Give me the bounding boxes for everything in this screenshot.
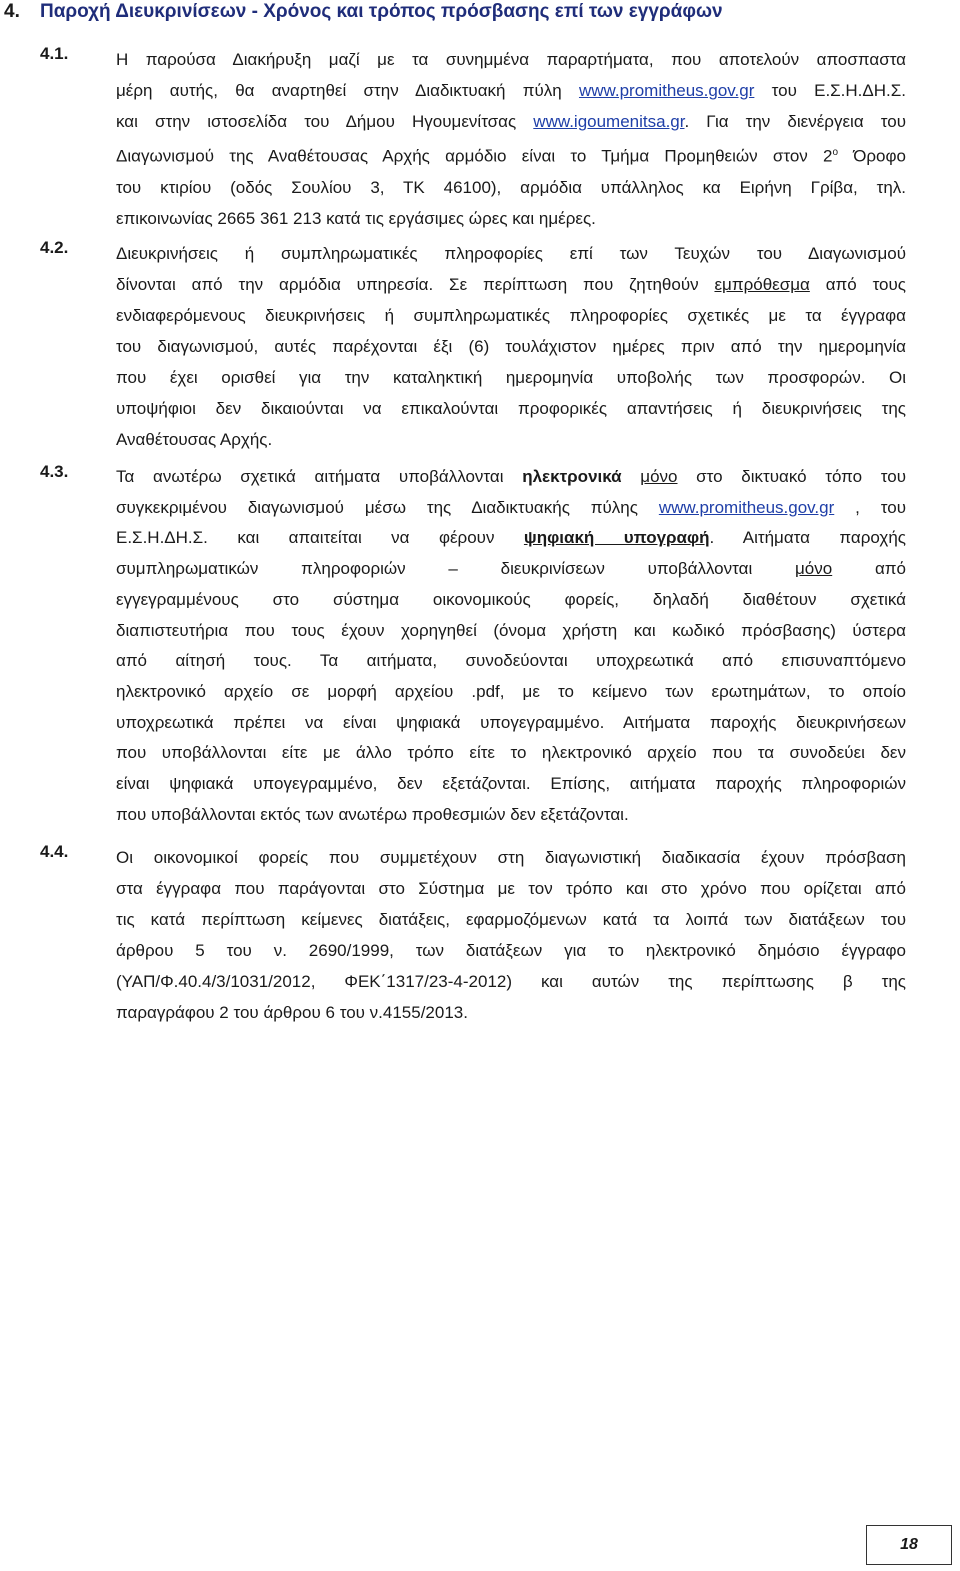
section-body bbox=[116, 238, 906, 455]
text-line: ενδιαφερόμενους διευκρινήσεις ή συμπληρωματικές πληροφορίες σχετικές με τα έγγραφα bbox=[116, 306, 906, 325]
heading-title: Παροχή Διευκρινίσεων - Χρόνος και τρόπος πρόσβασης επί των εγγράφων bbox=[40, 1, 723, 22]
text-line: δίνονται από την αρμόδια υπηρεσία. Σε περίπτωση που ζητηθούν εμπρόθεσμα από τους bbox=[116, 275, 906, 294]
igoumenitsa-link[interactable]: www.igoumenitsa.gr bbox=[533, 112, 685, 131]
text-line: υποχρεωτικά πρέπει να είναι ψηφιακά υπογεγραμμένο. Αιτήματα παροχής διευκρινήσεων bbox=[116, 712, 906, 732]
text-line: που υποβάλλονται εκτός των ανωτέρω προθεσμιών δεν εξετάζονται. bbox=[116, 804, 629, 824]
text-line: του κτιρίου (οδός Σουλίου 3, ΤΚ 46100), αρμόδια υπάλληλος κα Ειρήνη Γρίβα, τηλ. bbox=[116, 177, 906, 197]
section-body bbox=[116, 44, 906, 234]
text-line: και στην ιστοσελίδα του Δήμου Ηγουμενίτσας www.igoumenitsa.gr. Για την διενέργεια του bbox=[116, 112, 906, 131]
text-line: ηλεκτρονικό αρχείο σε μορφή αρχείου .pdf, με το κείμενο των ερωτημάτων, το οποίο bbox=[116, 681, 906, 701]
text-line: διαπιστευτήρια που τους έχουν χορηγηθεί (όνομα χρήστη και κωδικό πρόσβασης) ύστερα bbox=[116, 620, 906, 640]
text-line: είναι ψηφιακά υπογεγραμμένο, δεν εξετάζονται. Επίσης, αιτήματα παροχής πληροφοριών bbox=[116, 774, 906, 794]
text-line: Η παρούσα Διακήρυξη μαζί με τα συνημμένα παραρτήματα, που αποτελούν αποσπαστα bbox=[116, 50, 906, 69]
promitheus-link[interactable]: www.promitheus.gov.gr bbox=[658, 497, 835, 517]
page-number-box bbox=[866, 1525, 952, 1565]
text-line: (ΥΑΠ/Φ.40.4/3/1031/2012, ΦΕΚ΄1317/23-4-2012) και αυτών της περίπτωσης β της bbox=[116, 972, 906, 991]
text-line: υποψήφιοι δεν δικαιούνται να επικαλούνται προφορικές απαντήσεις ή διευκρινήσεις της bbox=[116, 399, 906, 418]
section-heading bbox=[4, 0, 944, 24]
text-line: μέρη αυτής, θα αναρτηθεί στην Διαδικτυακή πύλη www.promitheus.gov.gr του Ε.Σ.Η.ΔΗ.Σ. bbox=[116, 81, 906, 100]
text-line: Αναθέτουσας Αρχής. bbox=[116, 430, 273, 449]
text-line: συμπληρωματικών πληροφοριών – διευκρινίσεων υποβάλλονται μόνο από bbox=[116, 559, 906, 579]
section-number: 4.4. bbox=[40, 842, 69, 861]
text-line: από αίτησή τους. Τα αιτήματα, συνοδεύονται υποχρεωτικά από επισυναπτόμενο bbox=[116, 651, 906, 671]
text-line: άρθρου 5 του ν. 2690/1999, των διατάξεων για το ηλεκτρονικό δημόσιο έγγραφο bbox=[116, 941, 906, 960]
page-number: 18 bbox=[900, 1536, 918, 1553]
section-body bbox=[116, 842, 906, 1028]
text-line: Διευκρινήσεις ή συμπληρωματικές πληροφορίες επί των Τευχών του Διαγωνισμού bbox=[116, 244, 906, 263]
text-line: Τα ανωτέρω σχετικά αιτήματα υποβάλλονται ηλεκτρονικά μόνο στο δικτυακό τόπο του bbox=[116, 467, 906, 486]
text-line: Ε.Σ.Η.ΔΗ.Σ. και απαιτείται να φέρουν ψηφιακή υπογραφή. Αιτήματα παροχής bbox=[116, 528, 906, 548]
text-line: επικοινωνίας 2665 361 213 κατά τις εργάσιμες ώρες και ημέρες. bbox=[116, 208, 596, 228]
heading-number: 4. bbox=[4, 1, 20, 22]
text-line: Οι οικονομικοί φορείς που συμμετέχουν στη διαγωνιστική διαδικασία έχουν πρόσβαση bbox=[116, 848, 906, 867]
section-number: 4.1. bbox=[40, 44, 69, 63]
promitheus-link[interactable]: www.promitheus.gov.gr bbox=[578, 81, 755, 100]
text-line: παραγράφου 2 του άρθρου 6 του ν.4155/2013. bbox=[116, 1003, 468, 1022]
text-line: του διαγωνισμού, αυτές παρέχονται έξι (6) τουλάχιστον ημέρες πριν από την ημερομηνία bbox=[116, 337, 906, 356]
text-line: τις κατά περίπτωση κείμενες διατάξεις, εφαρμοζόμενων κατά τα λοιπά των διατάξεων του bbox=[116, 910, 906, 929]
section-body bbox=[116, 462, 906, 830]
section-number: 4.2. bbox=[40, 238, 69, 257]
section-number: 4.3. bbox=[40, 462, 69, 481]
text-line: Διαγωνισμού της Αναθέτουσας Αρχής αρμόδιο είναι το Τμήμα Προμηθειών στον $2^o$ Όροφο bbox=[116, 146, 906, 166]
text-line: που υποβάλλονται είτε με άλλο τρόπο είτε το ηλεκτρονικό αρχείο που τα συνοδεύει δεν bbox=[116, 743, 906, 763]
text-line: που έχει ορισθεί για την καταληκτική ημερομηνία υποβολής των προσφορών. Οι bbox=[116, 368, 906, 387]
text-line: εγγεγραμμένους στο σύστημα οικονομικούς φορείς, δηλαδή διαθέτουν σχετικά bbox=[116, 589, 906, 609]
text-line: συγκεκριμένου διαγωνισμού μέσω της Διαδικτυακής πύλης www.promitheus.gov.gr , του bbox=[116, 497, 906, 517]
text-line: στα έγγραφα που παράγονται στο Σύστημα με τον τρόπο και στο χρόνο που ορίζεται από bbox=[116, 879, 906, 898]
